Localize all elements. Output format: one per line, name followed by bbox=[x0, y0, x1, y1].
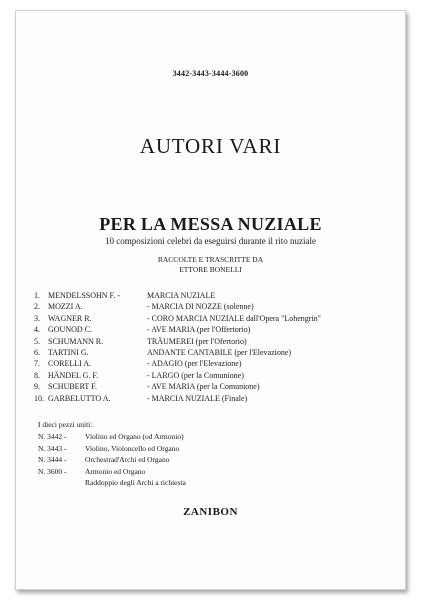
edition-description: Violino ed Organo (od Armonio) bbox=[85, 432, 184, 441]
edition-code: N. 3444 - bbox=[38, 455, 67, 464]
piece-title: TRÄUMEREI (per l'Ofertorio) bbox=[147, 336, 247, 346]
piece-title: ANDANTE CANTABILE (per l'Elevazione) bbox=[147, 347, 292, 357]
piece-number: 1. bbox=[34, 291, 40, 300]
edition-item bbox=[38, 466, 378, 478]
piece-composer: SCHUMANN R. bbox=[48, 336, 104, 346]
piece-title: - ADAGIO (per l'Elevazione) bbox=[147, 359, 242, 369]
piece-title: - MARCIA DI NOZZE (solenne) bbox=[147, 302, 254, 312]
edition-item bbox=[38, 454, 378, 466]
edition-code: N. 3600 - bbox=[38, 466, 67, 476]
piece-composer: GARBELUTTO A. bbox=[48, 393, 111, 403]
edition-item bbox=[38, 443, 378, 455]
list-item bbox=[34, 313, 384, 324]
piece-composer: TARTINI G. bbox=[48, 347, 89, 357]
editions-list bbox=[38, 419, 378, 489]
piece-number: 9. bbox=[34, 382, 40, 392]
piece-title: - MARCIA NUZIALE (Finale) bbox=[147, 393, 248, 403]
credit-line: RACCOLTE E TRASCRITTE DA bbox=[157, 255, 264, 264]
edition-description: Orchestrad'Archi ed Organo bbox=[85, 455, 170, 464]
edition-note: Raddoppio degli Archi a richiesta bbox=[85, 478, 186, 487]
piece-number: 6. bbox=[34, 347, 40, 357]
arranger-name: ETTORE BONELLI bbox=[179, 265, 242, 274]
edition-description: Violino, Violoncello ed Organo bbox=[85, 443, 180, 453]
list-item bbox=[34, 301, 384, 312]
collection-subtitle: 10 composizioni celebri da eseguirsi durante il rito nuziale bbox=[105, 236, 316, 246]
publisher-name: ZANIBON bbox=[183, 506, 238, 518]
list-item bbox=[34, 381, 384, 392]
piece-title: - LARGO (per la Comunione) bbox=[147, 370, 244, 380]
piece-composer: HÄNDEL G. F. bbox=[48, 370, 99, 380]
edition-item bbox=[38, 431, 378, 443]
piece-composer: GOUNOD C. bbox=[48, 325, 92, 335]
list-item bbox=[34, 324, 384, 335]
piece-number: 7. bbox=[34, 359, 40, 369]
piece-composer: CORELLI A. bbox=[48, 359, 92, 369]
edition-description: Armonio ed Organo bbox=[85, 466, 146, 476]
list-item bbox=[34, 393, 384, 404]
piece-title: MARCIA NUZIALE bbox=[147, 291, 216, 300]
piece-number: 5. bbox=[34, 336, 40, 346]
editions-header: I dieci pezzi uniti: bbox=[38, 420, 93, 429]
piece-number: 2. bbox=[34, 302, 40, 312]
edition-code: N. 3442 - bbox=[38, 432, 67, 441]
piece-list bbox=[34, 290, 384, 404]
piece-number: 3. bbox=[34, 313, 40, 323]
list-item bbox=[34, 358, 384, 369]
piece-number: 4. bbox=[34, 325, 40, 335]
collection-title: PER LA MESSA NUZIALE bbox=[99, 214, 322, 234]
list-item bbox=[34, 290, 384, 301]
score-cover-page bbox=[15, 10, 406, 590]
piece-composer: MENDELSSOHN F. - bbox=[48, 291, 121, 300]
piece-title: - AVE MARIA (per la Comunione) bbox=[147, 382, 260, 392]
piece-composer: WAGNER R. bbox=[48, 313, 92, 323]
list-item bbox=[34, 370, 384, 381]
piece-number: 10. bbox=[34, 393, 44, 403]
piece-composer: MOZZI A. bbox=[48, 302, 83, 312]
piece-title: - AVE MARIA (per l'Offertorio) bbox=[147, 325, 251, 335]
list-item bbox=[34, 336, 384, 347]
piece-title: - CORO MARCIA NUZIALE dall'Opera "Lohengrin" bbox=[147, 313, 321, 323]
piece-number: 8. bbox=[34, 370, 40, 380]
piece-composer: SCHUBERT F. bbox=[48, 382, 97, 392]
list-item bbox=[34, 347, 384, 358]
author-heading: AUTORI VARI bbox=[139, 134, 282, 158]
edition-code: N. 3443 - bbox=[38, 443, 67, 453]
catalog-numbers: 3442-3443-3444-3600 bbox=[172, 69, 249, 78]
